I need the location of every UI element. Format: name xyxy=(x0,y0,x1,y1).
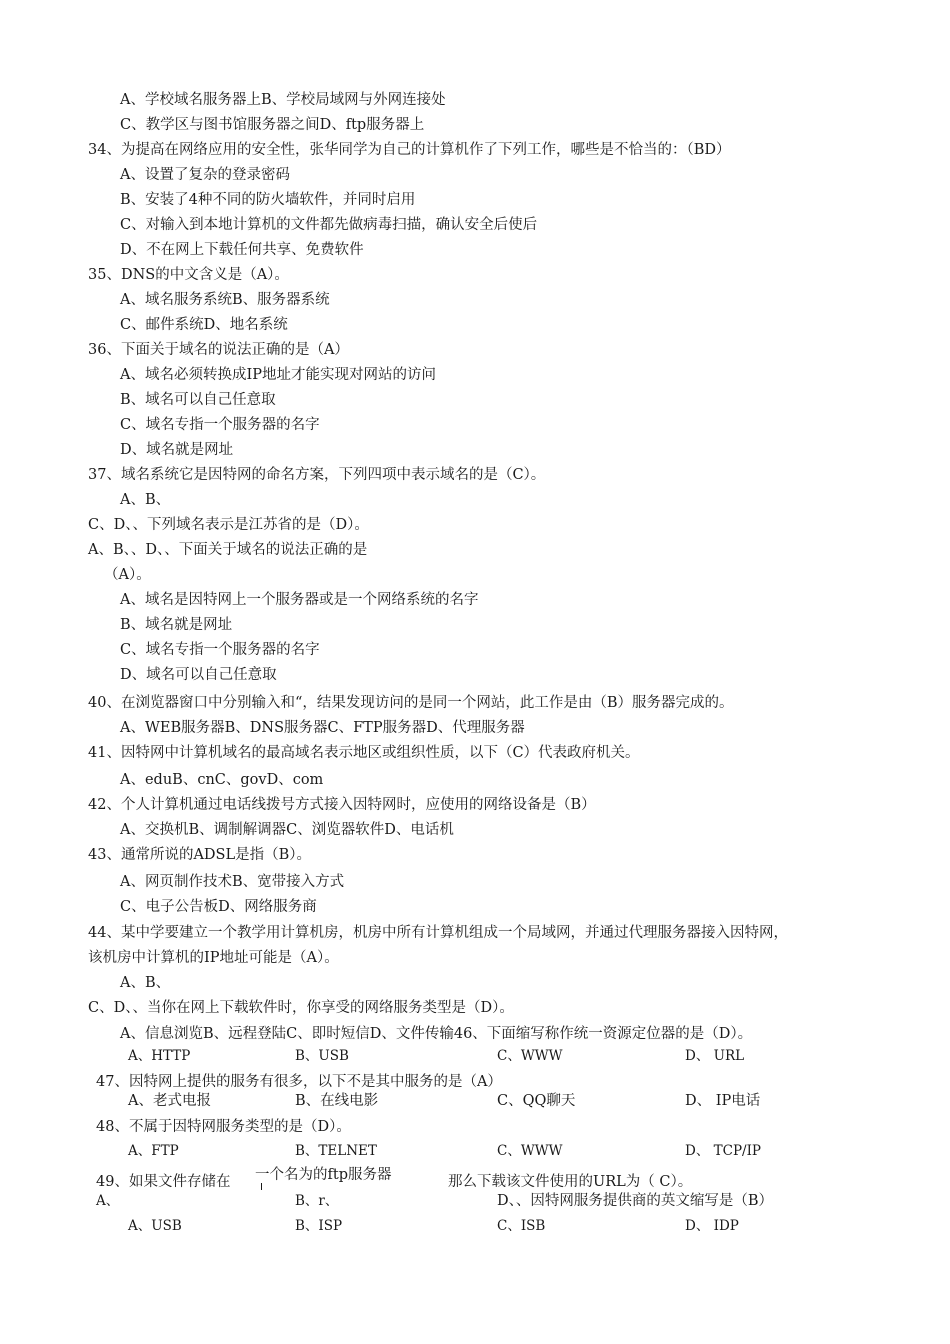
option-b: B、TELNET xyxy=(295,1143,377,1159)
option-b: B、域名就是网址 xyxy=(120,617,233,633)
question-49: 49、如果文件存储在 xyxy=(96,1174,231,1190)
text-line: A、学校域名服务器上B、学校局域网与外网连接处 xyxy=(120,92,446,108)
option-b: B、在线电影 xyxy=(295,1093,379,1109)
option-a: A、 xyxy=(96,1193,120,1209)
option-b: B、USB xyxy=(295,1048,349,1064)
options-abcd: A、WEB服务器B、DNS服务器C、FTP服务器D、代理服务器 xyxy=(120,720,525,736)
option-a: A、HTTP xyxy=(128,1048,191,1064)
option-a: A、USB xyxy=(128,1218,182,1234)
stray-mark xyxy=(261,1183,262,1190)
option-a: A、域名是因特网上一个服务器或是一个网络系统的名字 xyxy=(120,592,479,608)
option-b: B、域名可以自己任意取 xyxy=(120,392,276,408)
text-line: A、B、、D、、下面关于域名的说法正确的是 xyxy=(88,542,368,558)
text-line: C、教学区与图书馆服务器之间D、ftp服务器上 xyxy=(120,117,425,133)
option-c: C、ISB xyxy=(497,1218,546,1234)
option-b: B、r、 xyxy=(295,1193,339,1209)
text-line: C、D、、下列域名表示是江苏省的是（D）。 xyxy=(88,517,369,533)
option-d: D、 IDP xyxy=(685,1218,739,1234)
text-line: C、D、、当你在网上下载软件时，你享受的网络服务类型是（D）。 xyxy=(88,1000,514,1016)
option-c: C、WWW xyxy=(497,1143,563,1159)
options-abcd: A、eduB、cnC、govD、com xyxy=(120,772,324,788)
option-a: A、域名必须转换成IP地址才能实现对网站的访问 xyxy=(120,367,436,383)
text-line: D、、因特网服务提供商的英文缩写是（B） xyxy=(497,1193,774,1209)
question-43: 43、通常所说的ADSL是指（B）。 xyxy=(88,847,312,863)
question-44: 44、某中学要建立一个教学用计算机房，机房中所有计算机组成一个局域网，并通过代理服务器接入因特网， xyxy=(88,925,788,941)
options-cd: C、电子公告板D、网络服务商 xyxy=(120,899,317,915)
question-42: 42、个人计算机通过电话线拨号方式接入因特网时，应使用的网络设备是（B） xyxy=(88,797,596,813)
option-b: B、安装了4种不同的防火墙软件，并同时启用 xyxy=(120,192,416,208)
question-49-part: 一个名为的ftp服务器 xyxy=(255,1167,392,1183)
options-ab: A、B、 xyxy=(120,975,171,991)
question-36: 36、下面关于域名的说法正确的是（A） xyxy=(88,342,349,358)
option-a: A、设置了复杂的登录密码 xyxy=(120,167,290,183)
question-40: 40、在浏览器窗口中分别输入和“，结果发现访问的是同一个网站，此工作是由（B）服务器完成的。 xyxy=(88,695,734,711)
options-ab: A、B、 xyxy=(120,492,171,508)
answer-line: （A）。 xyxy=(104,567,151,583)
options-ab: A、域名服务系统B、服务器系统 xyxy=(120,292,330,308)
question-35: 35、DNS的中文含义是（A）。 xyxy=(88,267,289,283)
question-47: 47、因特网上提供的服务有很多，以下不是其中服务的是（A） xyxy=(96,1074,502,1090)
option-a: A、老式电报 xyxy=(128,1093,211,1109)
options-cd: C、邮件系统D、地名系统 xyxy=(120,317,288,333)
option-c: C、对输入到本地计算机的文件都先做病毒扫描，确认安全后使后 xyxy=(120,217,538,233)
options-abcd: A、交换机B、调制解调器C、浏览器软件D、电话机 xyxy=(120,822,454,838)
question-41: 41、因特网中计算机域名的最高域名表示地区或组织性质，以下（C）代表政府机关。 xyxy=(88,745,640,761)
option-c: C、QQ聊天 xyxy=(497,1093,576,1109)
option-c: C、域名专指一个服务器的名字 xyxy=(120,417,320,433)
options-ab: A、网页制作技术B、宽带接入方式 xyxy=(120,874,345,890)
option-d: D、不在网上下载任何共享、免费软件 xyxy=(120,242,364,258)
option-c: C、域名专指一个服务器的名字 xyxy=(120,642,320,658)
option-d: D、 TCP/IP xyxy=(685,1143,761,1159)
option-d: D、域名可以自己任意取 xyxy=(120,667,277,683)
question-48: 48、不属于因特网服务类型的是（D）。 xyxy=(96,1119,351,1135)
option-d: D、 URL xyxy=(685,1048,745,1064)
option-d: D、 IP电话 xyxy=(685,1093,761,1109)
option-a: A、FTP xyxy=(128,1143,179,1159)
question-34: 34、为提高在网络应用的安全性，张华同学为自己的计算机作了下列工作，哪些是不恰当的：（BD） xyxy=(88,142,731,158)
question-44-cont: 该机房中计算机的IP地址可能是（A）。 xyxy=(88,950,339,966)
text-line: A、信息浏览B、远程登陆C、即时短信D、文件传输46、下面缩写称作统一资源定位器的是（D）。 xyxy=(120,1026,753,1042)
question-37: 37、域名系统它是因特网的命名方案，下列四项中表示域名的是（C）。 xyxy=(88,467,546,483)
option-c: C、WWW xyxy=(497,1048,563,1064)
question-49-part: 那么下载该文件使用的URL为（ C）。 xyxy=(448,1174,693,1190)
option-b: B、ISP xyxy=(295,1218,343,1234)
option-d: D、域名就是网址 xyxy=(120,442,234,458)
